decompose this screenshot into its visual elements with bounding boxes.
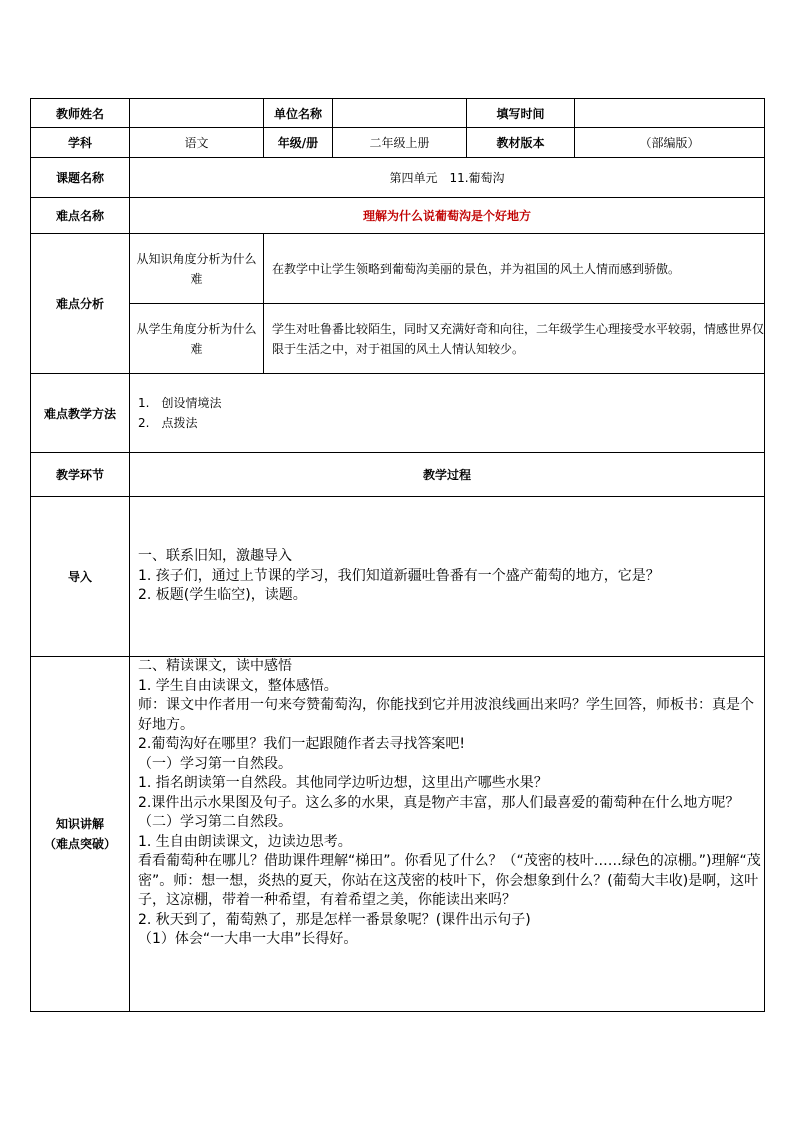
- analysis-knowledge-row: [31, 234, 765, 304]
- student-angle-label: 从学生角度分析为什么难: [130, 304, 264, 374]
- intro-line: 一、联系旧知，激趣导入: [138, 548, 292, 565]
- methods-label: 难点教学方法: [31, 374, 130, 453]
- difficulty-value: 理解为什么说葡萄沟是个好地方: [130, 198, 765, 234]
- method-item: 1. 创设情境法: [138, 396, 222, 410]
- knowledge-line: 1. 指名朗读第一自然段。其他同学边听边想，这里出产哪些水果？: [138, 775, 548, 791]
- knowledge-line: 1. 生自由朗读课文，边读边思考。: [138, 833, 352, 850]
- analysis-label: 难点分析: [31, 234, 130, 374]
- intro-content: [130, 497, 765, 657]
- methods-row: [31, 374, 765, 453]
- knowledge-line: 2.课件出示水果图及句子。这么多的水果，真是物产丰富，那人们最喜爱的葡萄种在什么地方呢？: [138, 794, 740, 811]
- subject-value: 语文: [130, 128, 264, 158]
- intro-label: 导入: [31, 497, 130, 657]
- intro-row: [31, 497, 765, 657]
- topic-label: 课题名称: [31, 158, 130, 198]
- knowledge-line: 2. 秋天到了，葡萄熟了，那是怎样一番景象呢？(课件出示句子): [138, 911, 531, 928]
- teacher-name-value: [130, 99, 264, 128]
- knowledge-line: 2.葡萄沟好在哪里？我们一起跟随作者去寻找答案吧!: [138, 736, 465, 752]
- knowledge-angle-text: 在教学中让学生领略到葡萄沟美丽的景色，并为祖国的风土人情而感到骄傲。: [264, 234, 765, 304]
- knowledge-label-line2: （难点突破）: [43, 837, 116, 851]
- methods-list: [130, 374, 765, 453]
- subject-row: [31, 128, 765, 158]
- knowledge-line: 二、精读课文，读中感悟: [138, 658, 292, 674]
- knowledge-row: [31, 657, 765, 1012]
- process-header: 教学过程: [130, 453, 765, 497]
- analysis-student-row: [31, 304, 765, 374]
- unit-label: 单位名称: [264, 99, 333, 128]
- edition-value: （部编版）: [575, 128, 765, 158]
- knowledge-line: （一）学习第一自然段。: [138, 755, 292, 772]
- grade-label: 年级/册: [264, 128, 333, 158]
- knowledge-line: 师：课文中作者用一句来夸赞葡萄沟，你能找到它并用波浪线画出来吗？学生回答，师板书：真是个好地方。: [138, 697, 754, 733]
- topic-row: [31, 158, 765, 198]
- knowledge-line: 1. 学生自由读课文，整体感悟。: [138, 677, 338, 694]
- stage-header: 教学环节: [31, 453, 130, 497]
- knowledge-label-line1: 知识讲解: [55, 817, 104, 831]
- difficulty-label: 难点名称: [31, 198, 130, 234]
- knowledge-line: 看看葡萄种在哪儿？借助课件理解“梯田”。你看见了什么？（“茂密的枝叶……绿色的凉棚。”)理解“茂密”。师：想一想，炎热的夏天，你站在这茂密的枝叶下，你会想象到什么？(葡萄大丰收)是啊，这叶子，这凉棚，带着一种希望，有着希望之美，你能读出来吗？: [138, 853, 761, 908]
- student-angle-text: 学生对吐鲁番比较陌生，同时又充满好奇和向往，二年级学生心理接受水平较弱，情感世界仅限于生活之中，对于祖国的风土人情认知较少。: [264, 304, 765, 374]
- unit-value: [333, 99, 467, 128]
- topic-value: 第四单元 11.葡萄沟: [130, 158, 765, 198]
- intro-line: 2. 板题(学生临空)，读题。: [138, 587, 307, 604]
- subject-label: 学科: [31, 128, 130, 158]
- knowledge-line: （1）体会“一大串一大串”长得好。: [138, 931, 358, 947]
- method-item: 2. 点拨法: [138, 416, 198, 430]
- knowledge-line: （二）学习第二自然段。: [138, 814, 292, 830]
- intro-line: 1. 孩子们，通过上节课的学习，我们知道新疆吐鲁番有一个盛产葡萄的地方，它是？: [138, 567, 660, 584]
- knowledge-label: [31, 657, 130, 1012]
- lesson-plan-table: [30, 98, 765, 1012]
- teacher-name-label: 教师姓名: [31, 99, 130, 128]
- knowledge-angle-label: 从知识角度分析为什么难: [130, 234, 264, 304]
- grade-value: 二年级上册: [333, 128, 467, 158]
- date-value: [575, 99, 765, 128]
- header-row: [31, 99, 765, 128]
- difficulty-row: [31, 198, 765, 234]
- knowledge-content: [130, 657, 765, 1012]
- date-label: 填写时间: [467, 99, 575, 128]
- process-header-row: [31, 453, 765, 497]
- edition-label: 教材版本: [467, 128, 575, 158]
